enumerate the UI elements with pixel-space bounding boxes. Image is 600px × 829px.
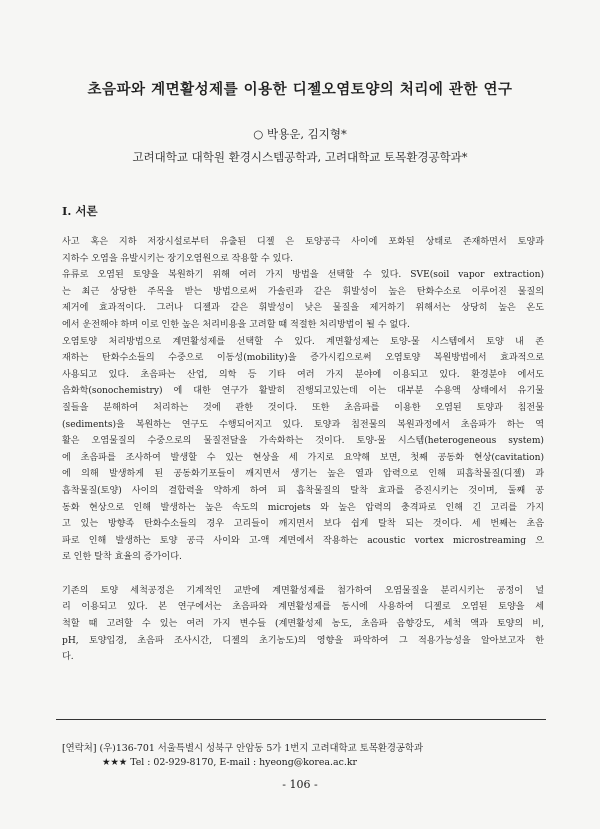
- text-line: 척할 때 고려할 수 있는 여러 가지 변수들 (계면활성제 농도, 초음파 음향강도, 세척 액과 토양의 비,: [62, 619, 544, 630]
- text-line: 는 최근 상당한 주목을 받는 방법으로써 가솔린과 같은 휘발성이 높은 탄화수소로 이루어진 물질의: [62, 286, 544, 297]
- text-line: 지하수 오염을 유발시키는 장기오염원으로 작용할 수 있다.: [62, 253, 294, 264]
- section-heading-introduction: Ⅰ. 서론: [62, 204, 98, 218]
- text-line: 사고 혹은 지하 저장시설로부터 유출된 디젤 은 토양공극 사이에 포화된 상태로 존재하면서 토양과: [62, 237, 544, 247]
- text-line: 에 초음파를 조사하여 발생할 수 있는 현상을 세 가지로 요약해 보면, 첫째 공동화 현상(cavitation): [62, 452, 544, 463]
- page-number: - 106 -: [282, 778, 318, 791]
- text-line: 고 있는 방향족 탄화수소들의 경우 고리들이 깨지면서 보다 쉽게 탈착 되는 것이다. 세 번째는 초음: [62, 519, 544, 530]
- text-line: 사용되고 있다. 초음파는 산업, 의학 등 기타 여러 가지 분야에 이용되고 있다. 환경분야 에서도: [62, 369, 544, 380]
- text-line: 질들을 분해하여 처리하는 것에 관한 것이다. 또한 초음파를 이용한 오염된 토양과 침전물: [62, 402, 544, 413]
- contact-address: [연락처] (우)136-701 서울특별시 성북구 안암동 5가 1번지 고려대학교 토목환경공학과: [62, 743, 424, 754]
- text-line: (sediments)을 복원하는 연구도 수행되어지고 있다. 토양과 침전물의 복원과정에서 초음파가 하는 역: [62, 419, 544, 430]
- paragraph-1: [62, 234, 544, 566]
- text-line: 에 의해 발생하게 된 공동화기포들이 깨지면서 생기는 높은 열과 압력으로 인해 피흡착물질(디젤) 과: [62, 469, 544, 480]
- text-line: pH, 토양입경, 초음파 조사시간, 디젤의 초기농도)의 영향을 파악하여 그 적용가능성을 알아보고자 한: [62, 635, 544, 646]
- text-line: 재하는 탄화수소들의 수중으로 이동성(mobility)을 증가시킴으로써 오염토양 복원방법에서 효과적으로: [62, 353, 544, 364]
- text-line: 유류로 오염된 토양을 복원하기 위해 여러 가지 방법을 선택할 수 있다. SVE(soil vapor extraction): [62, 270, 544, 281]
- affiliation: 고려대학교 대학원 환경시스템공학과, 고려대학교 토목환경공학과*: [132, 150, 468, 164]
- text-line: 활은 오염물질의 수중으로의 물질전달을 가속화하는 것이다. 토양-물 시스템(heterogeneous system): [62, 436, 544, 447]
- text-line: 파로 인해 발생하는 토양 공극 사이와 고-액 계면에서 작용하는 acoustic vortex microstreaming 으: [62, 535, 544, 546]
- text-line: 리 이용되고 있다. 본 연구에서는 초음파와 계면활성제를 동시에 사용하여 디젤로 오염된 토양을 세: [62, 602, 544, 613]
- author-list: ○ 박용운, 김지형*: [253, 127, 347, 141]
- text-line: 다.: [62, 652, 74, 663]
- text-line: 제거에 효과적이다. 그러나 디젤과 같은 휘발성이 낮은 물질을 제거하기 위해서는 상당히 높은 온도: [62, 303, 544, 314]
- footnote-rule: [56, 719, 546, 720]
- text-line: 오염토양 처리방법으로 계면활성제를 선택할 수 있다. 계면활성제는 토양-물 시스템에서 토양 내 존: [62, 336, 544, 347]
- text-line: 로 인한 탈착 효율의 증가이다.: [62, 552, 182, 563]
- paragraph-2: [62, 583, 544, 666]
- paragraph-gap: [62, 566, 544, 583]
- contact-phone-email: ★★★ Tel : 02-929-8170, E-mail : hyeong@korea.ac.kr: [102, 757, 357, 768]
- text-line: 흡착물질(토양) 사이의 결합력을 약하게 하여 피 흡착물질의 탈착 효과를 증진시키는 것이며, 둘째 공: [62, 485, 544, 496]
- text-line: 동화 현상으로 인해 발생하는 높은 속도의 microjets 와 높은 압력의 충격파로 인해 긴 고리를 가지: [62, 502, 544, 513]
- text-line: 에서 운전해야 하며 이로 인한 높은 처리비용을 고려할 때 적절한 처리방법이 될 수 없다.: [62, 319, 410, 330]
- text-line: 기존의 토양 세척공정은 기계적인 교반에 계면활성제를 첨가하여 오염물질을 분리시키는 공정이 널: [62, 585, 544, 596]
- text-line: 음화학(sonochemistry) 에 대한 연구가 활발히 진행되고있는데 이는 대부분 수용액 상태에서 유기물: [62, 386, 544, 397]
- paper-title: 초음파와 계면활성제를 이용한 디젤오염토양의 처리에 관한 연구: [87, 81, 513, 98]
- body-text: [62, 234, 544, 666]
